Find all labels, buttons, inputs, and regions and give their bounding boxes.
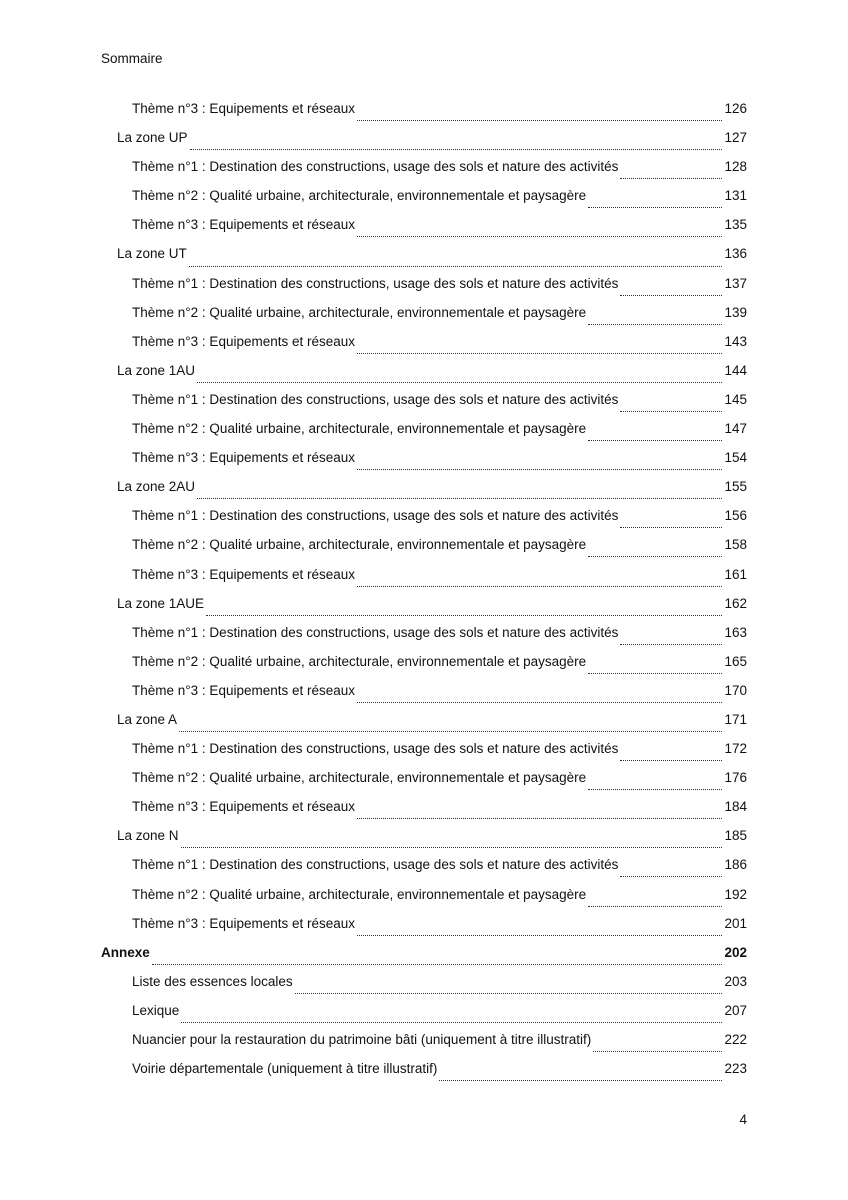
dot-leader — [620, 527, 722, 528]
toc-entry-title: Thème n°3 : Equipements et réseaux — [132, 101, 356, 116]
toc-entry-title: La zone 1AUE — [117, 595, 205, 611]
toc-entry[interactable] — [101, 1032, 747, 1061]
toc-entry-page: 155 — [724, 479, 747, 495]
toc-entry-title: Thème n°3 : Equipements et réseaux — [132, 217, 356, 233]
toc-entry[interactable] — [101, 741, 747, 770]
toc-entry-title: Thème n°2 : Qualité urbaine, architecturale, environnementale et paysagère — [132, 188, 587, 204]
toc-entry-page: 162 — [724, 595, 747, 611]
dot-leader — [620, 178, 722, 179]
toc-entry-title: Thème n°1 : Destination des constructions, usage des sols et nature des activités — [132, 508, 619, 524]
toc-entry-title: La zone 2AU — [117, 479, 196, 495]
toc-entry-title: Lexique — [132, 1002, 180, 1018]
toc-entry[interactable] — [101, 537, 747, 566]
toc-entry[interactable] — [101, 334, 747, 363]
dot-leader — [588, 789, 722, 790]
toc-entry[interactable] — [101, 276, 747, 305]
toc-entry-title: Thème n°3 : Equipements et réseaux — [132, 566, 356, 582]
dot-leader — [588, 556, 722, 557]
toc-entry-title: Thème n°1 : Destination des constructions, usage des sols et nature des activités — [132, 391, 619, 407]
dot-leader — [357, 702, 722, 703]
toc-entry[interactable] — [101, 567, 747, 596]
toc-entry-page: 127 — [724, 130, 747, 146]
toc-entry-page: 203 — [724, 973, 747, 989]
dot-leader — [206, 615, 722, 616]
toc-entry-title: La zone 1AU — [117, 362, 196, 378]
dot-leader — [295, 993, 723, 994]
dot-leader — [588, 906, 722, 907]
toc-entry[interactable] — [101, 246, 747, 275]
dot-leader — [620, 760, 722, 761]
dot-leader — [189, 266, 723, 267]
toc-entry-title: Thème n°3 : Equipements et réseaux — [132, 682, 356, 698]
dot-leader — [357, 935, 722, 936]
toc-entry[interactable] — [101, 945, 747, 974]
toc-entry[interactable] — [101, 770, 747, 799]
toc-entry-page: 126 — [724, 101, 747, 116]
toc-entry[interactable] — [101, 1061, 747, 1090]
dot-leader — [588, 440, 722, 441]
dot-leader — [190, 149, 723, 150]
toc-entry[interactable] — [101, 974, 747, 1003]
dot-leader — [357, 469, 722, 470]
dot-leader — [357, 586, 722, 587]
toc-entry-title: Thème n°3 : Equipements et réseaux — [132, 450, 356, 466]
toc-entry[interactable] — [101, 159, 747, 188]
toc-entry[interactable] — [101, 508, 747, 537]
toc-entry-page: 158 — [724, 537, 747, 553]
toc-entry-title: Thème n°2 : Qualité urbaine, architecturale, environnementale et paysagère — [132, 886, 587, 902]
toc-entry-title: Annexe — [101, 944, 150, 960]
toc-entry-page: 184 — [724, 799, 747, 815]
toc-entry[interactable] — [101, 625, 747, 654]
toc-entry-page: 154 — [724, 450, 747, 466]
toc-entry-title: Thème n°3 : Equipements et réseaux — [132, 333, 356, 349]
toc-entry-title: Thème n°2 : Qualité urbaine, architecturale, environnementale et paysagère — [132, 421, 587, 437]
dot-leader — [588, 324, 722, 325]
dot-leader — [357, 818, 722, 819]
dot-leader — [357, 236, 722, 237]
toc-entry-page: 143 — [724, 333, 747, 349]
toc-entry[interactable] — [101, 130, 747, 159]
toc-entry-title: Thème n°2 : Qualité urbaine, architecturale, environnementale et paysagère — [132, 770, 587, 786]
toc-entry-page: 222 — [724, 1032, 747, 1047]
toc-entry-page: 161 — [724, 566, 747, 582]
toc-entry-title: Nuancier pour la restauration du patrimoine bâti (uniquement à titre illustratif) — [132, 1032, 592, 1047]
toc-entry[interactable] — [101, 188, 747, 217]
toc-entry-title: La zone UT — [117, 246, 187, 262]
dot-leader — [439, 1080, 722, 1081]
dot-leader — [357, 353, 722, 354]
toc-entry-page: 207 — [724, 1002, 747, 1018]
toc-entry-title: Thème n°1 : Destination des constructions, usage des sols et nature des activités — [132, 624, 619, 640]
toc-entry-title: Liste des essences locales — [132, 973, 293, 989]
dot-leader — [179, 731, 722, 732]
toc-entry-title: Thème n°1 : Destination des constructions, usage des sols et nature des activités — [132, 275, 619, 291]
toc-entry-page: 139 — [724, 304, 747, 320]
toc-entry-title: Thème n°2 : Qualité urbaine, architecturale, environnementale et paysagère — [132, 304, 587, 320]
dot-leader — [588, 673, 722, 674]
toc-entry-title: Thème n°1 : Destination des constructions, usage des sols et nature des activités — [132, 857, 619, 873]
toc-entry[interactable] — [101, 479, 747, 508]
page-number: 4 — [739, 1112, 747, 1127]
toc-entry-page: 201 — [724, 915, 747, 931]
page-header: Sommaire — [101, 51, 163, 66]
dot-leader — [357, 120, 722, 121]
dot-leader — [620, 876, 722, 877]
toc-entry[interactable] — [101, 392, 747, 421]
toc-entry-page: 137 — [724, 275, 747, 291]
toc-entry-page: 185 — [724, 828, 747, 844]
toc-entry-page: 170 — [724, 682, 747, 698]
dot-leader — [152, 964, 723, 965]
dot-leader — [620, 644, 722, 645]
toc-entry[interactable] — [101, 217, 747, 246]
toc-entry[interactable] — [101, 363, 747, 392]
toc-entry[interactable] — [101, 1003, 747, 1032]
toc-entry-title: Thème n°3 : Equipements et réseaux — [132, 915, 356, 931]
toc-entry-page: 192 — [724, 886, 747, 902]
table-of-contents — [101, 101, 747, 1090]
toc-entry-title: Voirie départementale (uniquement à titre illustratif) — [132, 1061, 438, 1077]
toc-entry-title: Thème n°1 : Destination des constructions, usage des sols et nature des activités — [132, 741, 619, 757]
toc-entry-page: 171 — [724, 711, 747, 727]
toc-entry-page: 128 — [724, 159, 747, 175]
toc-entry-page: 135 — [724, 217, 747, 233]
toc-entry-page: 202 — [724, 944, 747, 960]
toc-entry-page: 165 — [724, 653, 747, 669]
toc-entry-page: 163 — [724, 624, 747, 640]
toc-entry-page: 176 — [724, 770, 747, 786]
dot-leader — [197, 382, 722, 383]
toc-entry-title: Thème n°2 : Qualité urbaine, architecturale, environnementale et paysagère — [132, 653, 587, 669]
toc-entry[interactable] — [101, 450, 747, 479]
dot-leader — [181, 847, 723, 848]
dot-leader — [181, 1022, 722, 1023]
toc-entry-page: 156 — [724, 508, 747, 524]
toc-entry-page: 136 — [724, 246, 747, 262]
dot-leader — [197, 498, 722, 499]
toc-entry[interactable] — [101, 828, 747, 857]
toc-entry-title: La zone N — [117, 828, 179, 844]
toc-entry[interactable] — [101, 887, 747, 916]
toc-entry-title: Thème n°1 : Destination des constructions, usage des sols et nature des activités — [132, 159, 619, 175]
dot-leader — [620, 411, 722, 412]
toc-entry-title: La zone UP — [117, 130, 188, 146]
toc-entry-page: 131 — [724, 188, 747, 204]
toc-entry[interactable] — [101, 654, 747, 683]
toc-entry[interactable] — [101, 712, 747, 741]
toc-entry-page: 223 — [724, 1061, 747, 1077]
toc-entry[interactable] — [101, 799, 747, 828]
toc-entry[interactable] — [101, 101, 747, 130]
toc-entry-page: 186 — [724, 857, 747, 873]
toc-entry-page: 145 — [724, 391, 747, 407]
toc-entry-title: La zone A — [117, 711, 178, 727]
toc-entry[interactable] — [101, 421, 747, 450]
dot-leader — [593, 1051, 722, 1052]
toc-entry-page: 144 — [724, 362, 747, 378]
toc-entry[interactable] — [101, 857, 747, 886]
toc-entry[interactable] — [101, 596, 747, 625]
toc-entry-page: 172 — [724, 741, 747, 757]
toc-entry-title: Thème n°2 : Qualité urbaine, architecturale, environnementale et paysagère — [132, 537, 587, 553]
toc-entry[interactable] — [101, 916, 747, 945]
toc-entry[interactable] — [101, 683, 747, 712]
dot-leader — [620, 295, 722, 296]
toc-entry-page: 147 — [724, 421, 747, 437]
toc-entry[interactable] — [101, 305, 747, 334]
toc-entry-title: Thème n°3 : Equipements et réseaux — [132, 799, 356, 815]
dot-leader — [588, 207, 722, 208]
